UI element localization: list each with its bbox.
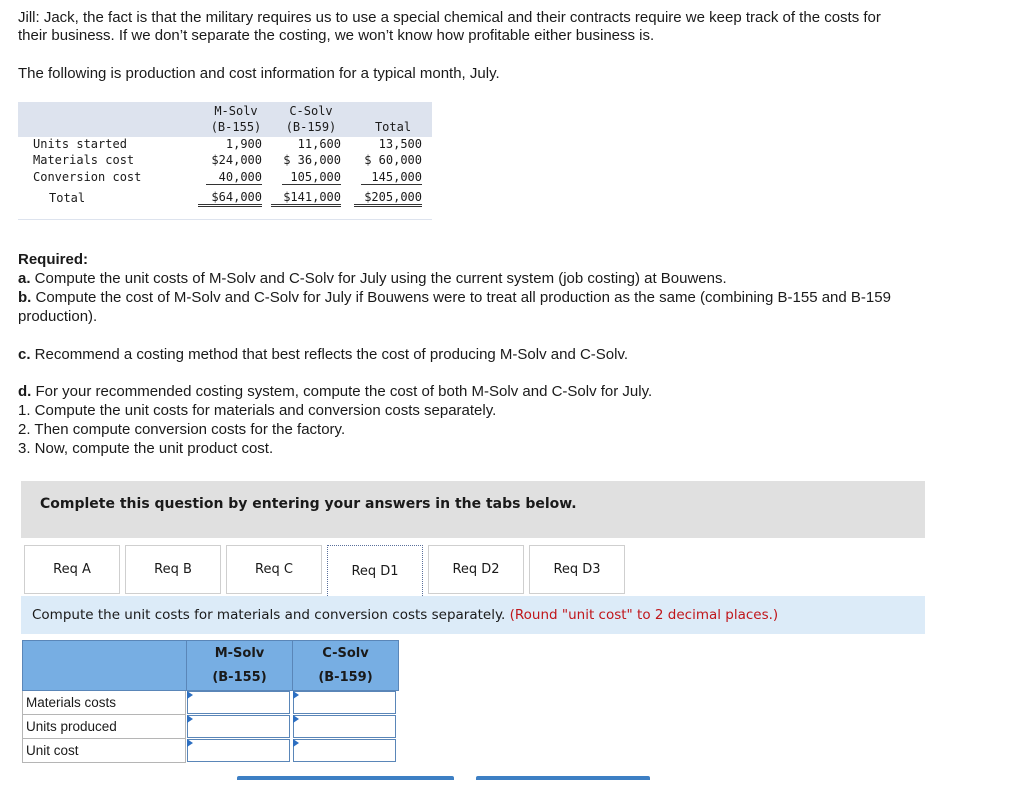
required-d2: 2. Then compute conversion costs for the factory. <box>18 421 346 438</box>
row-label: Total <box>49 191 86 205</box>
answer-header-blank <box>22 640 187 691</box>
tab-req-b[interactable] <box>125 545 221 594</box>
tab-label: Req A <box>53 562 91 577</box>
row-label: Materials cost <box>33 153 135 167</box>
tab-label: Req D2 <box>452 562 500 577</box>
required-d: d. For your recommended costing system, compute the cost of both M-Solv and C-Solv for July. <box>18 383 653 400</box>
tab-req-c[interactable] <box>226 545 322 594</box>
table-divider <box>18 219 432 220</box>
cost-data-table <box>18 102 432 225</box>
prev-nav-button[interactable] <box>237 776 454 780</box>
cell-value: $ 36,000 <box>283 153 341 167</box>
col-mslov-header-2: (B-155) <box>210 120 262 134</box>
banner-text: Complete this question by entering your answers in the tabs below. <box>40 496 577 512</box>
rounding-note: (Round "unit cost" to 2 decimal places.) <box>509 607 779 623</box>
cell-value: $141,000 <box>271 190 341 207</box>
input-cslov-materials-costs[interactable] <box>293 691 396 714</box>
tab-label: Req D3 <box>553 562 601 577</box>
col-total-header: Total <box>374 120 412 134</box>
required-b-cont: production). <box>18 308 98 325</box>
input-mslov-units-produced[interactable] <box>187 715 290 738</box>
input-cslov-unit-cost[interactable] <box>293 739 396 762</box>
tab-label: Req C <box>255 562 293 577</box>
input-mslov-unit-cost[interactable] <box>187 739 290 762</box>
tab-label: Req D1 <box>351 563 399 579</box>
answer-col-2-name: C-Solv <box>322 646 369 661</box>
cell-value: 11,600 <box>297 137 341 151</box>
instructions-banner <box>21 481 925 538</box>
cell-value: $24,000 <box>211 153 262 167</box>
required-d1: 1. Compute the unit costs for materials and conversion costs separately. <box>18 402 497 419</box>
answer-col-1-code: (B-155) <box>212 670 267 685</box>
cell-value: 1,900 <box>225 137 262 151</box>
intro-line-3: The following is production and cost information for a typical month, July. <box>18 65 500 82</box>
instruction-text: Compute the unit costs for materials and conversion costs separately. (Round "unit cost" to 2 decimal places.) <box>32 607 779 623</box>
tab-req-a[interactable] <box>24 545 120 594</box>
tab-req-d3[interactable] <box>529 545 625 594</box>
required-b: b. Compute the cost of M-Solv and C-Solv for July if Bouwens were to treat all production as the same (combining B-155 and B-159 <box>18 289 891 306</box>
cell-value: $205,000 <box>354 190 422 207</box>
required-a: a. Compute the unit costs of M-Solv and C-Solv for July using the current system (job costing) at Bouwens. <box>18 270 727 287</box>
intro-line-1: Jill: Jack, the fact is that the military requires us to use a special chemical and their contracts require we keep track of the costs for <box>18 9 881 26</box>
tab-label: Req B <box>154 562 192 577</box>
cell-value: 40,000 <box>206 170 262 185</box>
answer-col-1-name: M-Solv <box>214 646 265 661</box>
cell-value: 145,000 <box>361 170 422 185</box>
required-heading: Required: <box>18 251 89 268</box>
intro-line-2: their business. If we don’t separate the costing, we won’t know how profitable either business is. <box>18 27 655 44</box>
cell-value: 105,000 <box>282 170 341 185</box>
required-c: c. Recommend a costing method that best reflects the cost of producing M-Solv and C-Solv. <box>18 346 629 363</box>
input-mslov-materials-costs[interactable] <box>187 691 290 714</box>
cell-value: $ 60,000 <box>364 153 422 167</box>
answer-col-2-code: (B-159) <box>318 670 373 685</box>
tab-req-d1[interactable] <box>327 545 423 596</box>
required-d3: 3. Now, compute the unit product cost. <box>18 440 274 457</box>
answer-row-units-produced: Units produced <box>22 715 186 739</box>
row-label: Units started <box>33 137 127 151</box>
tab-req-d2[interactable] <box>428 545 524 594</box>
instruction-bar <box>21 596 925 634</box>
cell-value: $64,000 <box>198 190 262 207</box>
col-cslov-header-1: C-Solv <box>289 104 333 118</box>
cell-value: 13,500 <box>378 137 422 151</box>
col-mslov-header-1: M-Solv <box>214 104 258 118</box>
answer-row-materials-costs: Materials costs <box>22 691 186 715</box>
answer-row-unit-cost: Unit cost <box>22 739 186 763</box>
col-cslov-header-2: (B-159) <box>285 120 337 134</box>
input-cslov-units-produced[interactable] <box>293 715 396 738</box>
answer-table <box>22 640 399 764</box>
row-label: Conversion cost <box>33 170 142 184</box>
next-nav-button[interactable] <box>476 776 650 780</box>
